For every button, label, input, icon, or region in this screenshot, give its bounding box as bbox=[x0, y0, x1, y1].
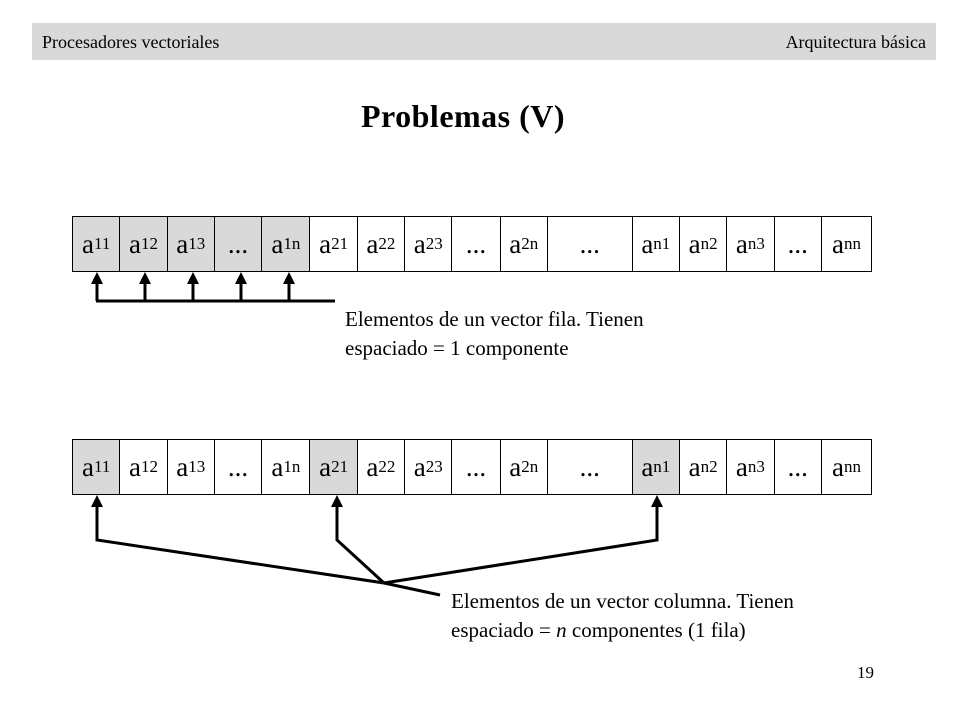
cell-base: a bbox=[319, 228, 332, 259]
cell-subscript: 23 bbox=[425, 457, 443, 476]
cell-base: ... bbox=[227, 451, 249, 482]
row-vector-caption-line2: espaciado = 1 componente bbox=[345, 336, 569, 360]
cell-base: ... bbox=[787, 451, 808, 482]
arrowhead-icon bbox=[91, 272, 103, 284]
cell-base: a bbox=[81, 451, 94, 482]
cell-subscript: 12 bbox=[140, 234, 158, 253]
cell-subscript: 11 bbox=[93, 457, 111, 476]
cell-base: a bbox=[831, 228, 844, 259]
cell-subscript: 22 bbox=[378, 457, 396, 476]
cell-base: a bbox=[688, 451, 701, 482]
cell-base: a bbox=[271, 228, 284, 259]
cell-base: ... bbox=[465, 228, 487, 259]
cell-base: a bbox=[413, 451, 426, 482]
cell-subscript: n2 bbox=[700, 457, 718, 476]
cell-base: a bbox=[176, 451, 189, 482]
cell-base: a bbox=[81, 228, 94, 259]
cell-base: a bbox=[366, 451, 379, 482]
cell-subscript: nn bbox=[843, 234, 861, 253]
cell-subscript: 21 bbox=[331, 234, 349, 253]
row-vector-arrows bbox=[96, 277, 335, 301]
cell-base: ... bbox=[579, 228, 600, 259]
header-right-label: Arquitectura básica bbox=[785, 32, 926, 52]
cell-subscript: n2 bbox=[700, 234, 718, 253]
cell-base: a bbox=[641, 451, 654, 482]
cell-subscript: n3 bbox=[747, 234, 765, 253]
column-vector-caption bbox=[451, 587, 794, 645]
cell-subscript: 23 bbox=[425, 234, 443, 253]
row-vector-caption-line1: Elementos de un vector fila. Tienen bbox=[345, 307, 644, 331]
cell-base: a bbox=[176, 228, 189, 259]
cell-base: a bbox=[641, 228, 654, 259]
cell-subscript: 13 bbox=[188, 457, 206, 476]
arrow-path-an1 bbox=[384, 505, 657, 583]
cell-base: a bbox=[128, 228, 141, 259]
column-vector-arrows bbox=[97, 505, 657, 595]
cell-subscript: 1n bbox=[283, 234, 301, 253]
cell-subscript: 13 bbox=[188, 234, 206, 253]
cell-base: a bbox=[831, 451, 844, 482]
arrowhead-icon bbox=[187, 272, 199, 284]
caption-line2-italic: n bbox=[556, 618, 567, 642]
cell-base: a bbox=[271, 451, 284, 482]
column-vector-arrowheads bbox=[91, 495, 663, 507]
row-vector-arrowheads bbox=[91, 272, 295, 284]
cell-base: a bbox=[688, 228, 701, 259]
arrowhead-icon bbox=[91, 495, 103, 507]
cell-subscript: 2n bbox=[521, 234, 539, 253]
arrow-path-a21 bbox=[337, 505, 384, 583]
column-vector-caption-line1: Elementos de un vector columna. Tienen bbox=[451, 589, 794, 613]
cell-base: ... bbox=[787, 228, 808, 259]
cell-subscript: 22 bbox=[378, 234, 396, 253]
cell-base: a bbox=[509, 228, 522, 259]
arrowhead-icon bbox=[235, 272, 247, 284]
cell-subscript: 21 bbox=[331, 457, 349, 476]
cell-base: a bbox=[413, 228, 426, 259]
cell-subscript: n3 bbox=[747, 457, 765, 476]
column-vector-caption-line2 bbox=[451, 616, 794, 645]
cell-base: a bbox=[509, 451, 522, 482]
caption-line2-pre: espaciado = bbox=[451, 618, 557, 642]
cell-base: a bbox=[366, 228, 379, 259]
column-caption-leader bbox=[384, 583, 440, 595]
arrowhead-icon bbox=[283, 272, 295, 284]
arrowhead-icon bbox=[651, 495, 663, 507]
cell-subscript: 11 bbox=[93, 234, 111, 253]
cell-base: ... bbox=[227, 228, 249, 259]
cell-base: a bbox=[128, 451, 141, 482]
cell-subscript: 2n bbox=[521, 457, 539, 476]
page-number: 19 bbox=[857, 663, 874, 682]
cell-base: a bbox=[319, 451, 332, 482]
cell-subscript: n1 bbox=[653, 457, 671, 476]
header-left-label: Procesadores vectoriales bbox=[42, 32, 220, 52]
cell-base: ... bbox=[579, 451, 600, 482]
caption-line2-post: componentes (1 fila) bbox=[566, 618, 746, 642]
cell-subscript: 12 bbox=[140, 457, 158, 476]
row-vector-caption bbox=[345, 305, 644, 363]
arrowhead-icon bbox=[331, 495, 343, 507]
cell-subscript: n1 bbox=[653, 234, 671, 253]
cell-base: a bbox=[735, 228, 748, 259]
cell-subscript: nn bbox=[843, 457, 861, 476]
page-title: Problemas (V) bbox=[360, 98, 566, 134]
arrowhead-icon bbox=[139, 272, 151, 284]
cell-base: a bbox=[735, 451, 748, 482]
cell-subscript: 1n bbox=[283, 457, 301, 476]
cell-base: ... bbox=[465, 451, 487, 482]
